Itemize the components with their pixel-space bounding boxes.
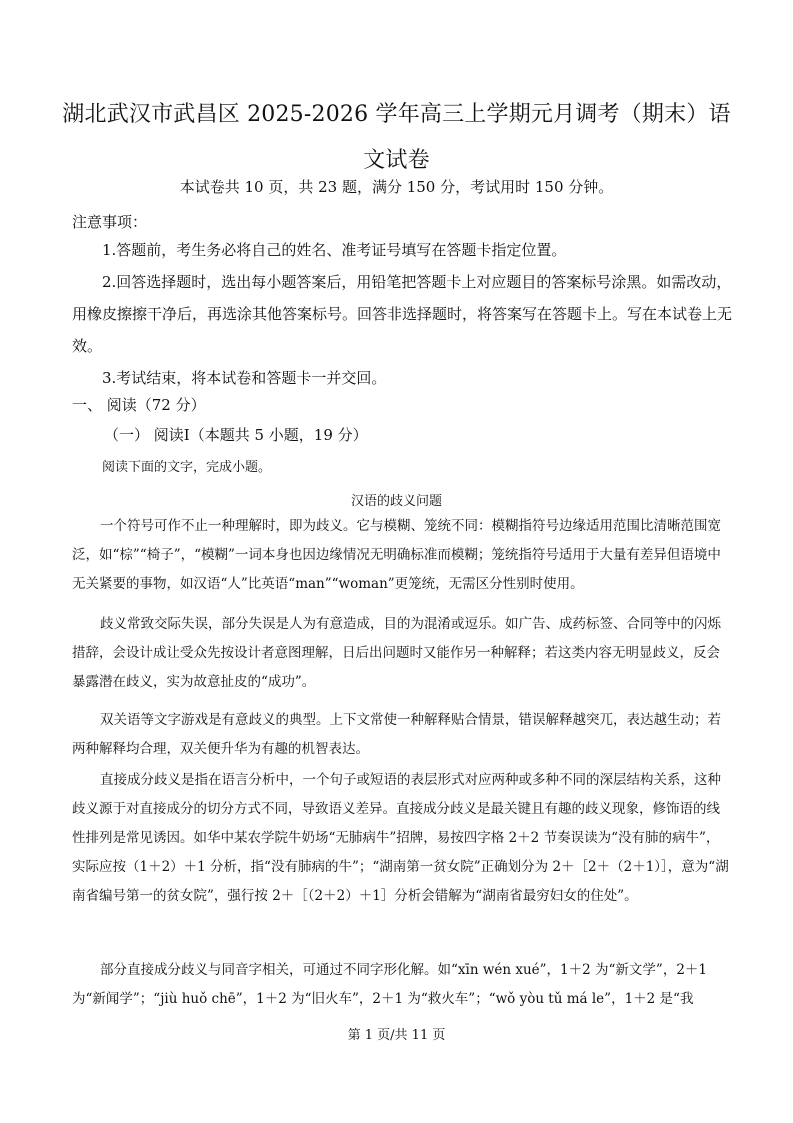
- subsection-heading: （一） 阅读Ⅰ（本题共 5 小题，19 分）: [104, 426, 368, 444]
- article-paragraph-1: 一个符号可作不止一种理解时，即为歧义。它与模糊、笼统不同：模糊指符号边缘适用范围比清晰范围宽泛，如“棕”“椅子”，“模糊”一词本身也因边缘情况无明确标准而模糊；笼统指符号适用于大量有差异但语境中无关紧要的事物，如汉语“人”比英语“man”“woman”更笼统，无需区分性别时使用。: [72, 518, 721, 592]
- article-title: 汉语的歧义问题: [350, 494, 442, 509]
- article-paragraph-3: 双关语等文字游戏是有意歧义的典型。上下文常使一种解释贴合情景，错误解释越突兀，表达越生动；若两种解释均合理，双关便升华为有趣的机智表达。: [72, 712, 721, 757]
- notice-item-1: 1.答题前，考生务必将自己的姓名、准考证号填写在答题卡指定位置。: [102, 241, 567, 259]
- article-paragraph-5: 部分直接成分歧义与同音字相关，可通过不同字形化解。如“xīn wén xué”，1＋2 为“新文学”，2＋1 为“新闻学”；“jiù huǒ chē”，1＋2 为“旧火车”，2＋1 为“救火车”；“wǒ yòu tǔ má le”，1＋2 是“我: [72, 962, 707, 1007]
- reading-instruction: 阅读下面的文字，完成小题。: [102, 460, 272, 475]
- notice-heading: 注意事项：: [72, 213, 148, 231]
- document-title: 湖北武汉市武昌区 2025-2026 学年高三上学期元月调考（期末）语文试卷: [62, 102, 731, 173]
- page-footer: 第 1 页/共 11 页: [347, 1028, 446, 1043]
- notice-item-3: 3.考试结束，将本试卷和答题卡一并交回。: [102, 369, 387, 387]
- section-heading: 一、 阅读（72 分）: [72, 396, 206, 414]
- exam-info-line: 本试卷共 10 页，共 23 题，满分 150 分，考试用时 150 分钟。: [179, 178, 614, 196]
- article-paragraph-2: 歧义常致交际失误，部分失误是人为有意造成，目的为混淆或逗乐。如广告、成药标签、合同等中的闪烁措辞，会设计成让受众先按设计者意图理解，日后出问题时又能作另一种解释；若这类内容无明显歧义，反会暴露潜在歧义，实为故意扯皮的“成功”。: [72, 616, 721, 690]
- notice-item-2: 2.回答选择题时，选出每小题答案后，用铅笔把答题卡上对应题目的答案标号涂黑。如需改动，用橡皮擦擦干净后，再选涂其他答案标号。回答非选择题时，将答案写在答题卡上。写在本试卷上无效。: [72, 273, 733, 355]
- article-paragraph-4: 直接成分歧义是指在语言分析中，一个句子或短语的表层形式对应两种或多种不同的深层结构关系，这种歧义源于对直接成分的切分方式不同，导致语义差异。直接成分歧义是最关键且有趣的歧义现象，修饰语的线性排列是常见诱因。如华中某农学院牛奶场“无肺病牛”招牌，易按四字格 2＋2 节奏误读为“没有肺的病牛”，实际应按（1＋2）＋1 分析，指“没有肺病的牛”；“湖南第一贫女院”正确划分为 2＋［2＋（2＋1）］，意为“湖南省编号第一的贫女院”，强行按 2＋［（2＋2）＋1］分析会错解为“湖南省最穷妇女的住处”。: [72, 772, 729, 904]
